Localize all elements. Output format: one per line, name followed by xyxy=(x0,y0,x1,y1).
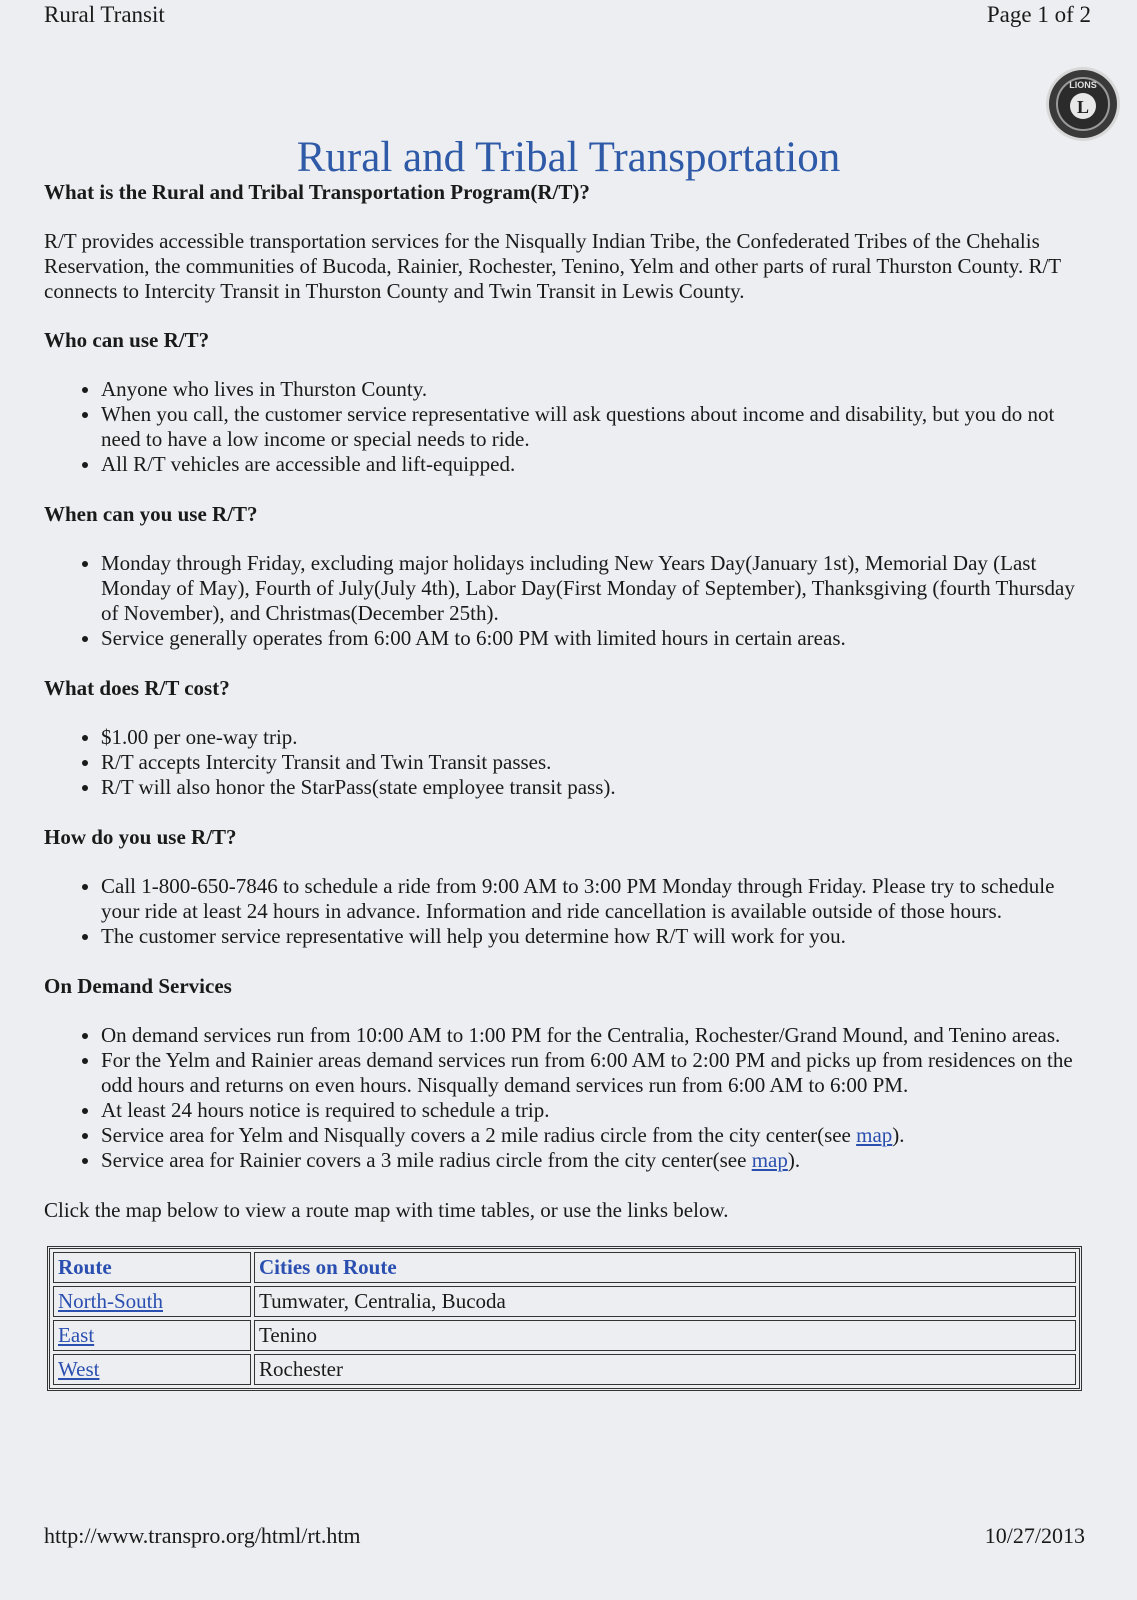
rainier-area-text: Service area for Rainier covers a 3 mile radius circle from the city center(see xyxy=(101,1148,752,1172)
logo-letter: L xyxy=(1076,97,1090,117)
section-heading-intro: What is the Rural and Tribal Transportation Program(R/T)? xyxy=(44,180,590,204)
how-list xyxy=(44,874,1084,949)
yelm-area-text: Service area for Yelm and Nisqually covers a 2 mile radius circle from the city center(see xyxy=(101,1123,857,1147)
list-item: • Call 1-800-650-7846 to schedule a ride from 9:00 AM to 3:00 PM Monday through Friday. Please try to schedule your ride at least 24 hours in advance. Information and ride cancellation is available outside of those hours. xyxy=(101,874,1084,924)
section-heading-cost: What does R/T cost? xyxy=(44,676,230,700)
section-heading-demand: On Demand Services xyxy=(44,974,232,998)
cities-header: Cities on Route xyxy=(254,1252,1076,1283)
route-cell xyxy=(53,1320,251,1351)
list-item: • $1.00 per one-way trip. xyxy=(101,725,1084,750)
section-heading-when: When can you use R/T? xyxy=(44,502,258,526)
demand-list xyxy=(44,1023,1084,1173)
who-list xyxy=(44,377,1084,477)
list-item: • Service generally operates from 6:00 AM to 6:00 PM with limited hours in certain areas. xyxy=(101,626,1084,651)
list-item-yelm-area xyxy=(101,1123,1084,1148)
list-item: • When you call, the customer service representative will ask questions about income and disability, but you do not need to have a low income or special needs to ride. xyxy=(101,402,1084,452)
list-item: • Anyone who lives in Thurston County. xyxy=(101,377,1084,402)
list-item: • On demand services run from 10:00 AM to 1:00 PM for the Centralia, Rochester/Grand Mound, and Tenino areas. xyxy=(101,1023,1084,1048)
route-cell xyxy=(53,1354,251,1385)
lions-logo-icon xyxy=(1045,66,1121,142)
main-content xyxy=(44,180,1084,1391)
route-cell xyxy=(53,1286,251,1317)
page-title: Rural and Tribal Transportation xyxy=(296,133,841,181)
section-heading-how: How do you use R/T? xyxy=(44,825,237,849)
intro-paragraph: R/T provides accessible transportation services for the Nisqually Indian Tribe, the Confederated Tribes of the Chehalis Reservation, the communities of Bucoda, Rainier, Rochester, Tenino, Yelm and other parts of rural Thurston County. R/T connects to Intercity Transit in Thurston County and Twin Transit in Lewis County. xyxy=(44,229,1061,303)
rainier-map-link[interactable]: map xyxy=(751,1148,788,1172)
footer-url: http://www.transpro.org/html/rt.htm xyxy=(44,1523,361,1548)
logo-text: LIONS xyxy=(1069,80,1097,90)
list-item: • R/T will also honor the StarPass(state employee transit pass). xyxy=(101,775,1084,800)
route-link-west[interactable]: West xyxy=(58,1357,100,1381)
table-row xyxy=(53,1320,1076,1351)
rainier-area-suffix: ). xyxy=(787,1148,801,1172)
list-item: • All R/T vehicles are accessible and lift-equipped. xyxy=(101,452,1084,477)
list-item-rainier-area xyxy=(101,1148,1084,1173)
list-item: • Monday through Friday, excluding major holidays including New Years Day(January 1st), Memorial Day (Last Monday of May), Fourth of July(July 4th), Labor Day(First Monday of September), Thanksgiving (fourth Thursday of November), and Christmas(December 25th). xyxy=(101,551,1084,626)
footer-date: 10/27/2013 xyxy=(984,1523,1085,1548)
list-item: • The customer service representative will help you determine how R/T will work for you. xyxy=(101,924,1084,949)
table-row xyxy=(53,1286,1076,1317)
route-table xyxy=(47,1246,1082,1391)
cost-list xyxy=(44,725,1084,800)
route-link-north-south[interactable]: North-South xyxy=(58,1289,163,1313)
when-list xyxy=(44,551,1084,651)
header-site-name: Rural Transit xyxy=(44,2,165,27)
cities-cell: Tumwater, Centralia, Bucoda xyxy=(254,1286,1076,1317)
list-item: • At least 24 hours notice is required to schedule a trip. xyxy=(101,1098,1084,1123)
table-intro: Click the map below to view a route map with time tables, or use the links below. xyxy=(44,1198,729,1222)
page-number: Page 1 of 2 xyxy=(986,2,1091,27)
table-header-row xyxy=(53,1252,1076,1283)
cities-cell: Rochester xyxy=(254,1354,1076,1385)
table-row xyxy=(53,1354,1076,1385)
route-header: Route xyxy=(53,1252,251,1283)
list-item: • R/T accepts Intercity Transit and Twin Transit passes. xyxy=(101,750,1084,775)
cities-cell: Tenino xyxy=(254,1320,1076,1351)
list-item: • For the Yelm and Rainier areas demand services run from 6:00 AM to 2:00 PM and picks up from residences on the odd hours and returns on even hours. Nisqually demand services run from 6:00 AM to 6:00 PM. xyxy=(101,1048,1084,1098)
yelm-area-suffix: ). xyxy=(892,1123,905,1147)
yelm-map-link[interactable]: map xyxy=(856,1123,893,1147)
section-heading-who: Who can use R/T? xyxy=(44,328,210,352)
route-link-east[interactable]: East xyxy=(58,1323,95,1347)
